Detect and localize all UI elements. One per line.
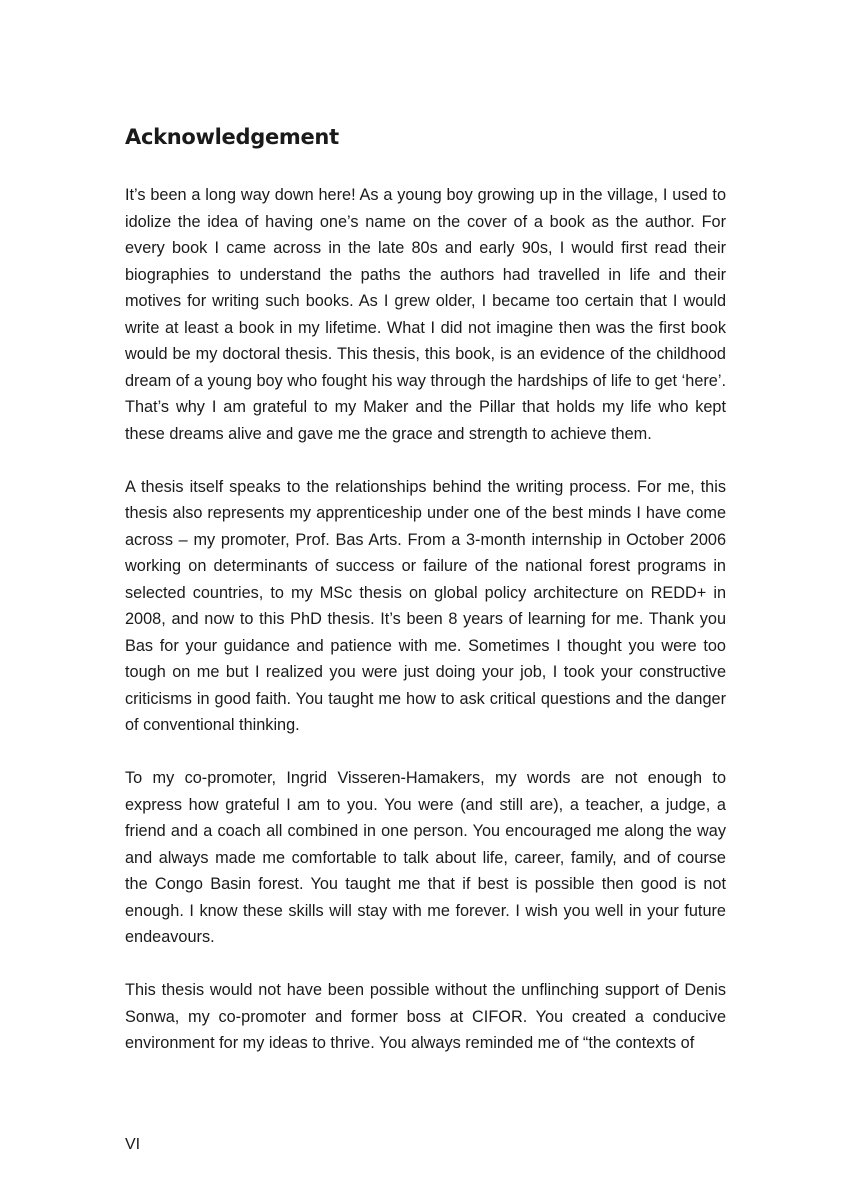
paragraph-1: It’s been a long way down here! As a young boy growing up in the village, I used to idolize the idea of having one’s name on the cover of a book as the author. For every book I came across in the late 80s and early 90s, I would first read their biographies to understand the paths the authors had travelled in life and their motives for writing such books. As I grew older, I became too certain that I would write at least a book in my lifetime. What I did not imagine then was the first book would be my doctoral thesis. This thesis, this book, is an evidence of the childhood dream of a young boy who fought his way through the hardships of life to get ‘here’. That’s why I am grateful to my Maker and the Pillar that holds my life who kept these dreams alive and gave me the grace and strength to achieve them.: [125, 186, 726, 443]
page-title: Acknowledgement: [125, 125, 339, 149]
paragraph-3: To my co-promoter, Ingrid Visseren-Hamakers, my words are not enough to express how grateful I am to you. You were (and still are), a teacher, a judge, a friend and a coach all combined in one person. You encouraged me along the way and always made me comfortable to talk about life, career, family, and of course the Congo Basin forest. You taught me that if best is possible then good is not enough. I know these skills will stay with me forever. I wish you well in your future endeavours.: [125, 769, 726, 946]
paragraph-4: This thesis would not have been possible without the unflinching support of Denis Sonwa, my co-promoter and former boss at CIFOR. You created a conducive environment for my ideas to thrive. You always reminded me of “the contexts of: [125, 981, 726, 1052]
paragraph-2: A thesis itself speaks to the relationships behind the writing process. For me, this thesis also represents my apprenticeship under one of the best minds I have come across – my promoter, Prof. Bas Arts. From a 3-month internship in October 2006 working on determinants of success or failure of the national forest programs in selected countries, to my MSc thesis on global policy architecture on REDD+ in 2008, and now to this PhD thesis. It’s been 8 years of learning for me. Thank you Bas for your guidance and patience with me. Sometimes I thought you were too tough on me but I realized you were just doing your job, I took your constructive criticisms in good faith. You taught me how to ask critical questions and the danger of conventional thinking.: [125, 477, 726, 734]
page-number: VI: [125, 1136, 141, 1153]
page-content: [125, 122, 726, 1083]
